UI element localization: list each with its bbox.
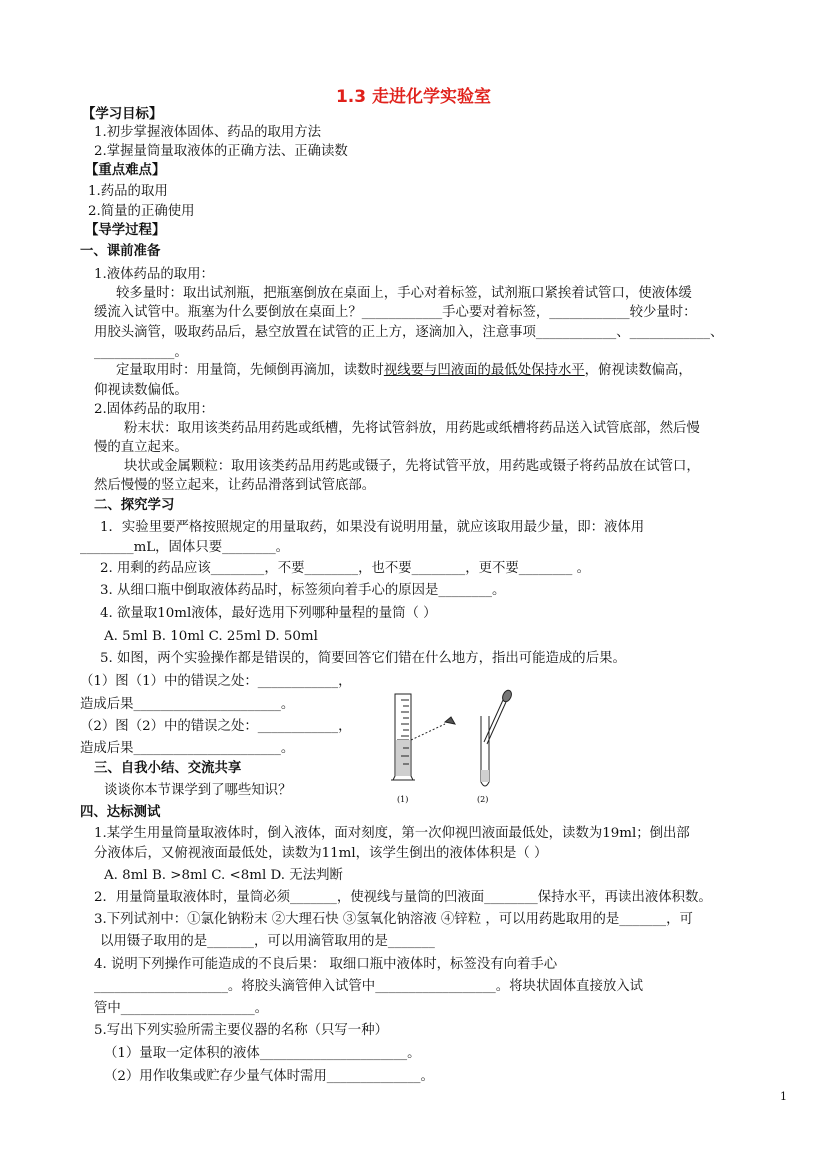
text-line: 2. 用剩的药品应该________，不要________，也不要________，更不要________ 。 (100, 561, 590, 576)
text-line: 1．实验里要严格按照规定的用量取药，如果没有说明用量，就应该取用最少量，即：液体用 (100, 520, 645, 535)
text-line: 定量取用时：用量筒，先倾倒再滴加，读数时视线要与凹液面的最低处保持水平，俯视读数偏高， (116, 363, 692, 378)
text-line: 较多量时：取出试剂瓶，把瓶塞倒放在桌面上，手心对着标签，试剂瓶口紧挨着试管口，使液体缓 (116, 286, 692, 301)
text-line: 5.写出下列实验所需主要仪器的名称（只写一种） (94, 1023, 388, 1038)
dropper-and-test-tube (481, 689, 513, 786)
figure-label-2: (2) (477, 795, 489, 804)
text-line: 造成后果______________________。 (80, 741, 295, 756)
text-line: 仰视读数偏低。 (94, 383, 188, 398)
text-line: 1.某学生用量筒量取液体时，倒入液体，面对刻度，第一次仰视凹液面最低处，读数为19ml；倒出部 (94, 826, 690, 841)
text-line: 慢的直立起来。 (94, 440, 188, 455)
text-line: 2.固体药品的取用： (94, 402, 214, 417)
section-heading: 【导学过程】 (85, 222, 166, 238)
text-line: 3.下列试剂中：①氯化钠粉末 ②大理石快 ③氢氧化钠溶液 ④锌粒 ，可以用药匙取用的是_______，可 (94, 912, 693, 927)
underlined-text: 视线要与凹液面的最低处保持水平 (383, 363, 585, 378)
text-line: （1）量取一定体积的液体______________________。 (104, 1046, 421, 1061)
text-line: 缓流入试管中。瓶塞为什么要倒放在桌面上？____________手心要对着标签，____________较少量时： (94, 305, 697, 320)
text-line: 3. 从细口瓶中倒取液体药品时，标签须向着手心的原因是________。 (100, 583, 506, 598)
text-line: 用胶头滴管，吸取药品后，悬空放置在试管的正上方，逐滴加入，注意事项____________、____________、 (94, 325, 724, 340)
text-line: 然后慢慢的竖立起来，让药品滑落到试管底部。 (94, 478, 376, 493)
text-line: ____________________。将胶头滴管伸入试管中__________________。将块状固体直接放入试 (94, 979, 644, 994)
text-line: A. 8ml B. >8ml C. <8ml D. 无法判断 (104, 868, 343, 883)
text-line: 分液体后，又俯视液面最低处，读数为11ml，该学生倒出的液体体积是（ ） (94, 846, 548, 861)
text-line: 2．用量筒量取液体时，量筒必须_______，使视线与量筒的凹液面________保持水平，再读出液体积数。 (94, 890, 712, 905)
text-line: （1）图（1）中的错误之处：____________， (80, 674, 352, 689)
text-line: 谈谈你本节课学到了哪些知识？ (104, 783, 292, 798)
section-heading: 一、课前准备 (80, 243, 161, 259)
text-line: 1.药品的取用 (88, 184, 168, 199)
lab-operation-figure (385, 686, 525, 808)
text-line: 管中____________________。 (94, 1001, 269, 1016)
text-line: 1.初步掌握液体固体、药品的取用方法 (94, 125, 322, 140)
figure-label-1: (1) (397, 795, 409, 804)
page-title: 1.3 走进化学实验室 (335, 87, 492, 107)
graduated-cylinder (391, 694, 415, 780)
text-line: （2）用作收集或贮存少量气体时需用______________。 (104, 1069, 434, 1084)
text-line: 4. 说明下列操作可能造成的不良后果： 取细口瓶中液体时，标签没有向着手心 (94, 957, 558, 972)
text-line: A. 5ml B. 10ml C. 25ml D. 50ml (104, 629, 318, 644)
text-line: 粉末状：取用该类药品用药匙或纸槽，先将试管斜放，用药匙或纸槽将药品送入试管底部，然后慢 (124, 421, 700, 436)
text-line: 造成后果______________________。 (80, 697, 295, 712)
section-heading: 三、自我小结、交流共享 (94, 760, 242, 776)
section-heading: 【重点难点】 (85, 162, 166, 178)
section-heading: 四、达标测试 (80, 804, 161, 820)
text-line: 5. 如图，两个实验操作都是错误的，简要回答它们错在什么地方，指出可能造成的后果。 (100, 651, 626, 666)
text-line: 以用镊子取用的是_______，可以用滴管取用的是_______ (100, 934, 435, 949)
text-line: 块状或金属颗粒：取用该类药品用药匙或镊子，先将试管平放，用药匙或镊子将药品放在试管口， (124, 459, 700, 474)
text-line: 2.简量的正确使用 (88, 204, 195, 219)
eye-icon (411, 717, 455, 740)
text-line: 1.液体药品的取用： (94, 267, 214, 282)
section-heading: 二、探究学习 (94, 497, 175, 513)
section-heading: 【学习目标】 (82, 106, 163, 122)
text-line: 2.掌握量筒量取液体的正确方法、正确读数 (94, 144, 348, 159)
text-line: ____________。 (94, 345, 188, 360)
text-line: （2）图（2）中的错误之处：____________， (80, 719, 352, 734)
text-line: ________mL，固体只要________。 (80, 540, 290, 555)
text-line: 4. 欲量取10ml液体，最好选用下列哪种量程的量筒（ ） (100, 606, 437, 621)
page-number: 1 (780, 1090, 787, 1103)
